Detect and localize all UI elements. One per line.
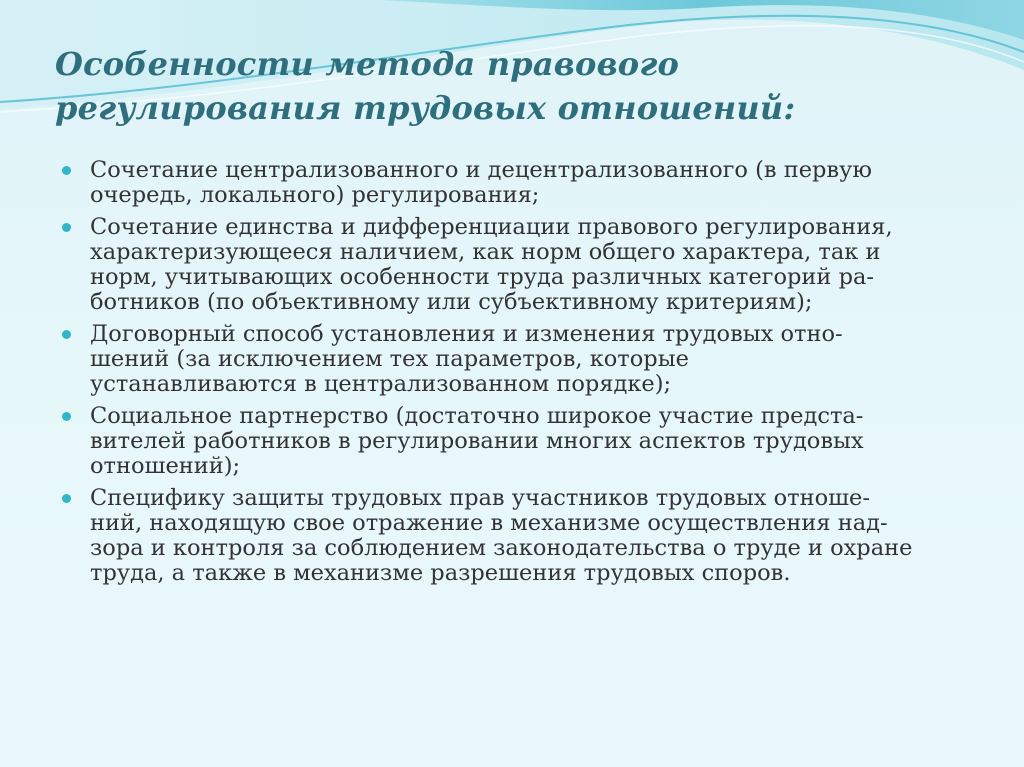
bullet-list bbox=[62, 158, 982, 593]
list-item-line: устанавливаются в централизованном порядке); bbox=[90, 371, 672, 397]
list-item-line: вителей работников в регулировании многих аспектов трудовых bbox=[90, 428, 864, 454]
list-item-line: Специфику защиты трудовых прав участников трудовых отноше- bbox=[90, 485, 870, 511]
bullet-dot-icon bbox=[62, 166, 71, 175]
list-item bbox=[62, 158, 982, 208]
bullet-dot-icon bbox=[62, 412, 71, 421]
bullet-dot-icon bbox=[62, 494, 71, 503]
list-item-line: очередь, локального) регулирования; bbox=[90, 182, 540, 208]
list-item-line: норм, учитывающих особенности труда различных категорий ра- bbox=[90, 264, 874, 290]
list-item bbox=[62, 486, 982, 586]
page-title bbox=[55, 42, 975, 130]
list-item-line: Сочетание централизованного и децентрализованного (в первую bbox=[90, 157, 872, 183]
title-line: регулирования трудовых отношений: bbox=[55, 89, 796, 127]
list-item-line: отношений); bbox=[90, 453, 241, 479]
list-item-line: труда, а также в механизме разрешения трудовых споров. bbox=[90, 560, 791, 586]
list-item-line: Сочетание единства и дифференциации правового регулирования, bbox=[90, 214, 893, 240]
list-item-line: зора и контроля за соблюдением законодательства о труде и охране bbox=[90, 535, 913, 561]
list-item-line: ний, находящую свое отражение в механизме осуществления над- bbox=[90, 510, 888, 536]
list-item-line: характеризующееся наличием, как норм общего характера, так и bbox=[90, 239, 881, 265]
title-line: Особенности метода правового bbox=[55, 45, 680, 83]
list-item-line: Социальное партнерство (достаточно широкое участие предста- bbox=[90, 403, 864, 429]
list-item bbox=[62, 404, 982, 479]
bullet-dot-icon bbox=[62, 330, 71, 339]
list-item-line: ботников (по объективному или субъективному критериям); bbox=[90, 289, 813, 315]
list-item-line: Договорный способ установления и изменения трудовых отно- bbox=[90, 321, 843, 347]
list-item bbox=[62, 215, 982, 315]
list-item bbox=[62, 322, 982, 397]
bullet-dot-icon bbox=[62, 223, 71, 232]
list-item-line: шений (за исключением тех параметров, которые bbox=[90, 346, 689, 372]
